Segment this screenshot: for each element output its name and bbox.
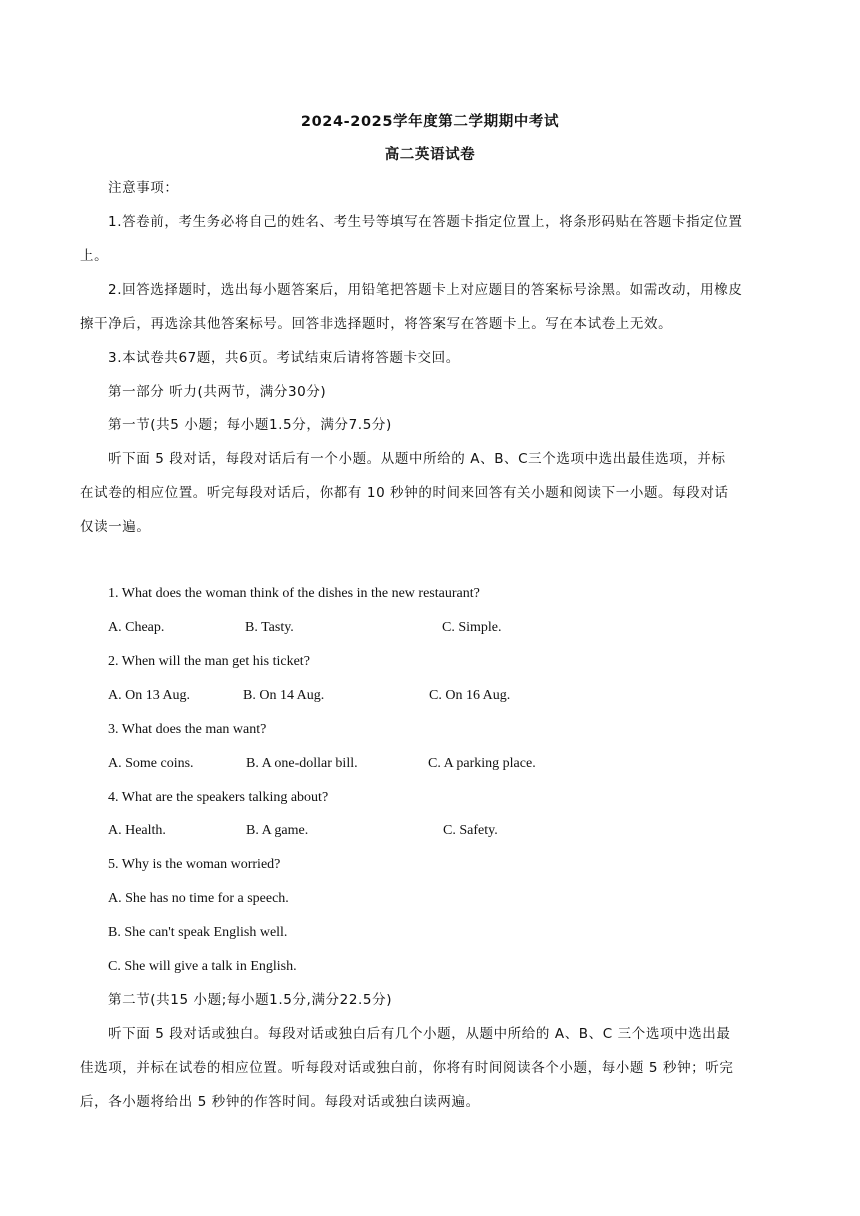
question-4-option-a: A. Health. [108,823,166,838]
question-1-option-c: C. Simple. [442,620,502,635]
section2-instructions-line-3: 后，各小题将给出 5 秒钟的作答时间。每段对话或独白读两遍。 [80,1094,480,1110]
question-5-option-c: C. She will give a talk in English. [108,959,297,974]
question-2: 2. When will the man get his ticket? [108,654,310,669]
question-1: 1. What does the woman think of the dishes in the new restaurant? [108,586,480,601]
section1-instructions-line-2: 在试卷的相应位置。听完每段对话后，你都有 10 秒钟的时间来回答有关小题和阅读下一小题。每段对话 [80,485,729,501]
question-2-option-a: A. On 13 Aug. [108,688,191,703]
question-4-option-b: B. A game. [246,823,309,838]
notice-item-1-line-2: 上。 [80,248,109,264]
question-4: 4. What are the speakers talking about? [108,790,329,805]
question-3-option-a: A. Some coins. [108,756,194,771]
section2-heading: 第二节(共15 小题;每小题1.5分,满分22.5分) [108,992,393,1008]
exam-title: 2024-2025学年度第二学期期中考试 [300,114,560,130]
question-3-option-b: B. A one-dollar bill. [246,756,358,771]
notice-item-2-line-1: 2.回答选择题时，选出每小题答案后，用铅笔把答题卡上对应题目的答案标号涂黑。如需改动，用橡皮 [108,282,743,298]
notice-item-3: 3.本试卷共67题，共6页。考试结束后请将答题卡交回。 [108,350,460,366]
question-3: 3. What does the man want? [108,722,267,737]
question-3-option-c: C. A parking place. [428,756,536,771]
question-1-option-b: B. Tasty. [245,620,294,635]
section1-instructions-line-3: 仅读一遍。 [80,519,151,535]
section2-instructions-line-1: 听下面 5 段对话或独白。每段对话或独白后有几个小题，从题中所给的 A、B、C 三个选项中选出最 [108,1026,731,1042]
notice-item-2-line-2: 擦干净后，再选涂其他答案标号。回答非选择题时，将答案写在答题卡上。写在本试卷上无效。 [80,316,673,332]
part1-heading: 第一部分 听力(共两节，满分30分) [108,384,327,400]
question-2-option-b: B. On 14 Aug. [243,688,325,703]
question-1-option-a: A. Cheap. [108,620,165,635]
question-4-option-c: C. Safety. [443,823,498,838]
exam-subtitle: 高二英语试卷 [384,147,476,163]
question-5: 5. Why is the woman worried? [108,857,281,872]
question-5-option-a: A. She has no time for a speech. [108,891,289,906]
notice-heading: 注意事项： [108,180,179,196]
question-5-option-b: B. She can't speak English well. [108,925,288,940]
section1-heading: 第一节(共5 小题；每小题1.5分，满分7.5分) [108,417,392,433]
notice-item-1-line-1: 1.答卷前，考生务必将自己的姓名、考生号等填写在答题卡指定位置上，将条形码贴在答题卡指定位置 [108,214,743,230]
section1-instructions-line-1: 听下面 5 段对话，每段对话后有一个小题。从题中所给的 A、B、C三个选项中选出最佳选项，并标 [108,451,726,467]
question-2-option-c: C. On 16 Aug. [429,688,511,703]
section2-instructions-line-2: 佳选项，并标在试卷的相应位置。听每段对话或独白前，你将有时间阅读各个小题，每小题 5 秒钟；听完 [80,1060,734,1076]
